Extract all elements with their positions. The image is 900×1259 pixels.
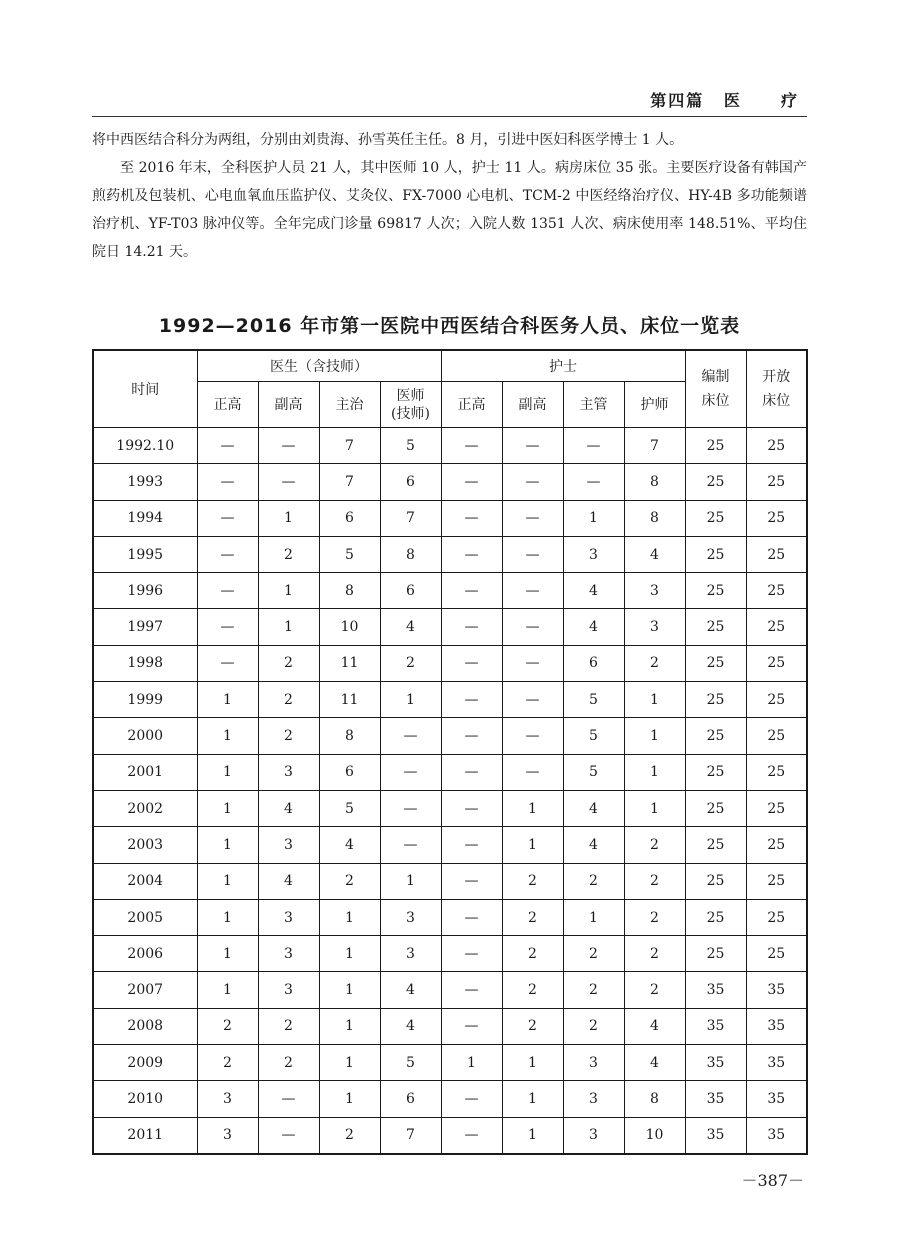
- header-nurse-practitioner: 护师: [624, 382, 685, 428]
- table-cell: 25: [685, 428, 746, 464]
- table-cell: 10: [624, 1117, 685, 1154]
- table-cell: 1: [319, 972, 380, 1008]
- table-cell: 3: [624, 609, 685, 645]
- table-cell: —: [197, 609, 258, 645]
- header-open-beds-line2: 床位: [762, 393, 791, 409]
- table-row: [93, 790, 807, 826]
- row-year-cell: 1995: [93, 536, 197, 572]
- table-row: [93, 536, 807, 572]
- table-cell: 3: [258, 899, 319, 935]
- table-cell: 25: [746, 573, 807, 609]
- table-cell: 1: [197, 899, 258, 935]
- table-cell: —: [441, 428, 502, 464]
- row-year-cell: 2008: [93, 1008, 197, 1044]
- table-row: [93, 428, 807, 464]
- header-doctor-physician: 医师 (技师): [380, 382, 441, 428]
- table-cell: —: [258, 1081, 319, 1117]
- table-cell: 2: [624, 936, 685, 972]
- table-cell: 3: [258, 936, 319, 972]
- header-nurse-senior: 正高: [441, 382, 502, 428]
- table-cell: 6: [380, 1081, 441, 1117]
- table-cell: 10: [319, 609, 380, 645]
- table-row: [93, 718, 807, 754]
- table-cell: 35: [685, 1117, 746, 1154]
- table-cell: 4: [380, 1008, 441, 1044]
- table-cell: —: [380, 754, 441, 790]
- table-cell: 25: [685, 500, 746, 536]
- row-year-cell: 1998: [93, 645, 197, 681]
- table-cell: —: [441, 936, 502, 972]
- header-doctor-group: 医生（含技师）: [197, 350, 441, 382]
- table-cell: 25: [685, 718, 746, 754]
- table-cell: 4: [380, 972, 441, 1008]
- row-year-cell: 1992.10: [93, 428, 197, 464]
- table-cell: 3: [197, 1117, 258, 1154]
- table-cell: —: [502, 645, 563, 681]
- table-row: [93, 1081, 807, 1117]
- table-cell: 3: [563, 536, 624, 572]
- table-cell: 8: [319, 718, 380, 754]
- table-cell: 11: [319, 682, 380, 718]
- table-cell: 25: [746, 718, 807, 754]
- table-cell: 6: [380, 464, 441, 500]
- table-cell: 3: [197, 1081, 258, 1117]
- table-cell: —: [380, 827, 441, 863]
- table-cell: 25: [685, 790, 746, 826]
- table-cell: 5: [319, 536, 380, 572]
- table-cell: 25: [746, 500, 807, 536]
- row-year-cell: 2005: [93, 899, 197, 935]
- table-cell: 7: [380, 500, 441, 536]
- table-cell: 2: [502, 863, 563, 899]
- table-cell: —: [441, 754, 502, 790]
- table-cell: 4: [258, 863, 319, 899]
- table-row: [93, 899, 807, 935]
- table-cell: 25: [685, 899, 746, 935]
- table-cell: 35: [746, 972, 807, 1008]
- table-cell: 1: [197, 936, 258, 972]
- table-cell: 2: [197, 1008, 258, 1044]
- table-cell: 2: [258, 1045, 319, 1081]
- table-cell: 1: [258, 500, 319, 536]
- table-cell: 2: [258, 682, 319, 718]
- table-cell: 2: [197, 1045, 258, 1081]
- table-cell: 2: [319, 863, 380, 899]
- table-cell: 2: [563, 863, 624, 899]
- table-cell: —: [441, 500, 502, 536]
- table-cell: 7: [380, 1117, 441, 1154]
- table-row: [93, 573, 807, 609]
- table-cell: 1: [319, 1081, 380, 1117]
- table-cell: —: [441, 972, 502, 1008]
- table-cell: 3: [563, 1117, 624, 1154]
- table-cell: 2: [502, 972, 563, 1008]
- paragraph: 至 2016 年末，全科医护人员 21 人，其中医师 10 人，护士 11 人。病房床位 35 张。主要医疗设备有韩国产煎药机及包装机、心电血氧血压监护仪、艾灸仪、FX-7000 心电机、TCM-2 中医经络治疗仪、HY-4B 多功能频谱治疗机、YF-T03 脉冲仪等。全年完成门诊量 69817 人次；入院人数 1351 人次、病床使用率 148.51%、平均住院日 14.21 天。: [92, 160, 807, 260]
- row-year-cell: 1996: [93, 573, 197, 609]
- table-cell: 8: [319, 573, 380, 609]
- table-cell: 2: [502, 936, 563, 972]
- table-cell: 2: [502, 1008, 563, 1044]
- table-cell: 4: [563, 827, 624, 863]
- table-cell: 2: [258, 536, 319, 572]
- table-cell: —: [441, 1081, 502, 1117]
- table-cell: 2: [258, 718, 319, 754]
- table-cell: —: [380, 718, 441, 754]
- table-cell: —: [441, 899, 502, 935]
- table-cell: 5: [563, 754, 624, 790]
- table-cell: 5: [380, 1045, 441, 1081]
- paragraph: 将中西医结合科分为两组，分别由刘贵海、孙雪英任主任。8 月，引进中医妇科医学博士 1 人。: [92, 132, 684, 148]
- table-cell: 1: [197, 827, 258, 863]
- header-doctor-associate: 副高: [258, 382, 319, 428]
- table-cell: 1: [319, 899, 380, 935]
- table-title: 1992—2016 年市第一医院中西医结合科医务人员、床位一览表: [158, 315, 741, 337]
- table-cell: 3: [563, 1081, 624, 1117]
- table-cell: 5: [563, 718, 624, 754]
- table-cell: 1: [624, 790, 685, 826]
- table-cell: 25: [746, 609, 807, 645]
- table-cell: 25: [746, 754, 807, 790]
- table-row: [93, 972, 807, 1008]
- section-title: 第四篇 医 疗: [650, 91, 799, 110]
- table-cell: 4: [563, 790, 624, 826]
- table-cell: 35: [746, 1045, 807, 1081]
- table-cell: 1: [502, 827, 563, 863]
- table-cell: 6: [380, 573, 441, 609]
- table-cell: 8: [624, 500, 685, 536]
- row-year-cell: 2004: [93, 863, 197, 899]
- table-cell: —: [197, 428, 258, 464]
- table-row: [93, 1117, 807, 1154]
- table-cell: 25: [746, 863, 807, 899]
- table-cell: 35: [746, 1117, 807, 1154]
- table-cell: 5: [380, 428, 441, 464]
- table-cell: —: [502, 464, 563, 500]
- table-cell: —: [502, 609, 563, 645]
- row-year-cell: 2010: [93, 1081, 197, 1117]
- table-cell: 25: [685, 682, 746, 718]
- table-row: [93, 500, 807, 536]
- table-cell: 2: [258, 1008, 319, 1044]
- row-year-cell: 2003: [93, 827, 197, 863]
- table-cell: —: [441, 682, 502, 718]
- table-cell: 1: [197, 718, 258, 754]
- table-cell: 3: [380, 899, 441, 935]
- table-cell: 1: [197, 972, 258, 1008]
- table-row: [93, 1045, 807, 1081]
- table-cell: 1: [563, 500, 624, 536]
- table-cell: 25: [746, 464, 807, 500]
- table-cell: 1: [502, 1117, 563, 1154]
- table-cell: —: [258, 1117, 319, 1154]
- table-cell: —: [502, 682, 563, 718]
- table-cell: 3: [624, 573, 685, 609]
- table-cell: —: [563, 464, 624, 500]
- table-cell: 25: [746, 827, 807, 863]
- table-cell: 25: [685, 936, 746, 972]
- table-row: [93, 1008, 807, 1044]
- table-cell: 2: [624, 972, 685, 1008]
- table-cell: 7: [319, 428, 380, 464]
- table-cell: 6: [319, 500, 380, 536]
- table-cell: 1: [624, 718, 685, 754]
- table-cell: 2: [624, 863, 685, 899]
- table-cell: 25: [685, 573, 746, 609]
- row-year-cell: 1999: [93, 682, 197, 718]
- table-cell: 1: [319, 936, 380, 972]
- table-cell: 35: [746, 1008, 807, 1044]
- table-cell: —: [502, 573, 563, 609]
- table-cell: 4: [624, 1008, 685, 1044]
- table-cell: 8: [624, 464, 685, 500]
- table-cell: 1: [502, 790, 563, 826]
- table-cell: 2: [624, 827, 685, 863]
- table-cell: 4: [319, 827, 380, 863]
- table-cell: 25: [685, 645, 746, 681]
- table-cell: 1: [197, 863, 258, 899]
- header-planned-beds: [685, 350, 746, 428]
- table-cell: 4: [624, 1045, 685, 1081]
- table-cell: 8: [380, 536, 441, 572]
- table-row: [93, 863, 807, 899]
- table-cell: —: [441, 790, 502, 826]
- table-cell: 1: [319, 1045, 380, 1081]
- page-number: －387－: [741, 1171, 804, 1190]
- table-cell: 1: [197, 682, 258, 718]
- table-cell: 5: [319, 790, 380, 826]
- table-cell: —: [563, 428, 624, 464]
- table-cell: 25: [685, 536, 746, 572]
- running-header: [92, 78, 807, 117]
- table-cell: —: [197, 645, 258, 681]
- row-year-cell: 1993: [93, 464, 197, 500]
- row-year-cell: 1997: [93, 609, 197, 645]
- table-cell: 1: [563, 899, 624, 935]
- table-cell: 5: [563, 682, 624, 718]
- table-cell: —: [502, 500, 563, 536]
- table-cell: 1: [624, 682, 685, 718]
- row-year-cell: 1994: [93, 500, 197, 536]
- header-planned-beds-line1: 编制: [701, 369, 730, 385]
- header-open-beds: [746, 350, 807, 428]
- header-doctor-senior: 正高: [197, 382, 258, 428]
- table-row: [93, 936, 807, 972]
- table-row: [93, 754, 807, 790]
- table-cell: 25: [746, 645, 807, 681]
- table-cell: —: [258, 464, 319, 500]
- table-cell: 3: [258, 827, 319, 863]
- staff-bed-table: [92, 349, 808, 1155]
- table-cell: 35: [685, 1045, 746, 1081]
- table-cell: 11: [319, 645, 380, 681]
- table-cell: —: [197, 536, 258, 572]
- table-cell: —: [441, 863, 502, 899]
- table-cell: 25: [746, 790, 807, 826]
- header-planned-beds-line2: 床位: [701, 393, 730, 409]
- table-cell: 4: [258, 790, 319, 826]
- table-cell: 7: [624, 428, 685, 464]
- table-cell: 25: [685, 464, 746, 500]
- table-cell: 2: [258, 645, 319, 681]
- table-cell: —: [197, 464, 258, 500]
- table-row: [93, 645, 807, 681]
- table-cell: —: [441, 609, 502, 645]
- table-cell: 2: [380, 645, 441, 681]
- row-year-cell: 2007: [93, 972, 197, 1008]
- table-cell: 1: [380, 682, 441, 718]
- table-cell: —: [502, 718, 563, 754]
- table-cell: 3: [258, 754, 319, 790]
- header-nurse-supervisor: 主管: [563, 382, 624, 428]
- table-cell: —: [197, 573, 258, 609]
- table-cell: 6: [319, 754, 380, 790]
- table-cell: 2: [563, 936, 624, 972]
- table-cell: 25: [746, 536, 807, 572]
- row-year-cell: 2000: [93, 718, 197, 754]
- table-cell: 35: [685, 1008, 746, 1044]
- row-year-cell: 2006: [93, 936, 197, 972]
- table-cell: 8: [624, 1081, 685, 1117]
- table-cell: —: [380, 790, 441, 826]
- table-cell: 2: [563, 972, 624, 1008]
- table-cell: 2: [319, 1117, 380, 1154]
- table-cell: 1: [441, 1045, 502, 1081]
- table-cell: 1: [502, 1045, 563, 1081]
- header-nurse-group: 护士: [441, 350, 685, 382]
- table-cell: 3: [563, 1045, 624, 1081]
- table-cell: 1: [197, 754, 258, 790]
- table-cell: 1: [197, 790, 258, 826]
- header-open-beds-line1: 开放: [762, 369, 791, 385]
- table-cell: —: [441, 536, 502, 572]
- table-cell: 35: [746, 1081, 807, 1117]
- row-year-cell: 2011: [93, 1117, 197, 1154]
- row-year-cell: 2009: [93, 1045, 197, 1081]
- table-cell: —: [441, 573, 502, 609]
- table-cell: 25: [746, 428, 807, 464]
- table-cell: —: [502, 428, 563, 464]
- table-row: [93, 609, 807, 645]
- table-cell: 25: [746, 682, 807, 718]
- table-cell: 25: [746, 899, 807, 935]
- table-cell: 2: [502, 899, 563, 935]
- row-year-cell: 2001: [93, 754, 197, 790]
- table-cell: —: [197, 500, 258, 536]
- table-body: [93, 428, 807, 1154]
- header-nurse-associate: 副高: [502, 382, 563, 428]
- table-cell: 3: [380, 936, 441, 972]
- table-row: [93, 827, 807, 863]
- table-cell: —: [441, 718, 502, 754]
- table-cell: 7: [319, 464, 380, 500]
- table-cell: 35: [685, 972, 746, 1008]
- table-cell: 2: [624, 899, 685, 935]
- table-cell: 35: [685, 1081, 746, 1117]
- header-time: 时间: [93, 350, 197, 428]
- table-cell: 25: [685, 863, 746, 899]
- table-cell: 3: [258, 972, 319, 1008]
- table-cell: —: [441, 827, 502, 863]
- table-cell: 1: [258, 573, 319, 609]
- table-cell: 1: [502, 1081, 563, 1117]
- table-cell: 4: [380, 609, 441, 645]
- table-cell: 4: [563, 573, 624, 609]
- table-cell: —: [502, 536, 563, 572]
- row-year-cell: 2002: [93, 790, 197, 826]
- table-cell: 1: [624, 754, 685, 790]
- table-cell: 25: [685, 609, 746, 645]
- table-cell: —: [441, 464, 502, 500]
- header-doctor-attending: 主治: [319, 382, 380, 428]
- table-cell: —: [441, 1117, 502, 1154]
- table-cell: —: [502, 754, 563, 790]
- table-cell: 4: [624, 536, 685, 572]
- table-cell: 2: [563, 1008, 624, 1044]
- table-cell: 25: [746, 936, 807, 972]
- table-cell: —: [441, 645, 502, 681]
- table-cell: 1: [380, 863, 441, 899]
- table-cell: —: [441, 1008, 502, 1044]
- table-cell: 1: [258, 609, 319, 645]
- table-cell: 6: [563, 645, 624, 681]
- table-cell: 25: [685, 754, 746, 790]
- table-cell: 4: [563, 609, 624, 645]
- table-cell: 1: [319, 1008, 380, 1044]
- table-cell: —: [258, 428, 319, 464]
- table-row: [93, 682, 807, 718]
- table-row: [93, 464, 807, 500]
- table-cell: 2: [624, 645, 685, 681]
- table-cell: 25: [685, 827, 746, 863]
- body-text: [92, 126, 807, 266]
